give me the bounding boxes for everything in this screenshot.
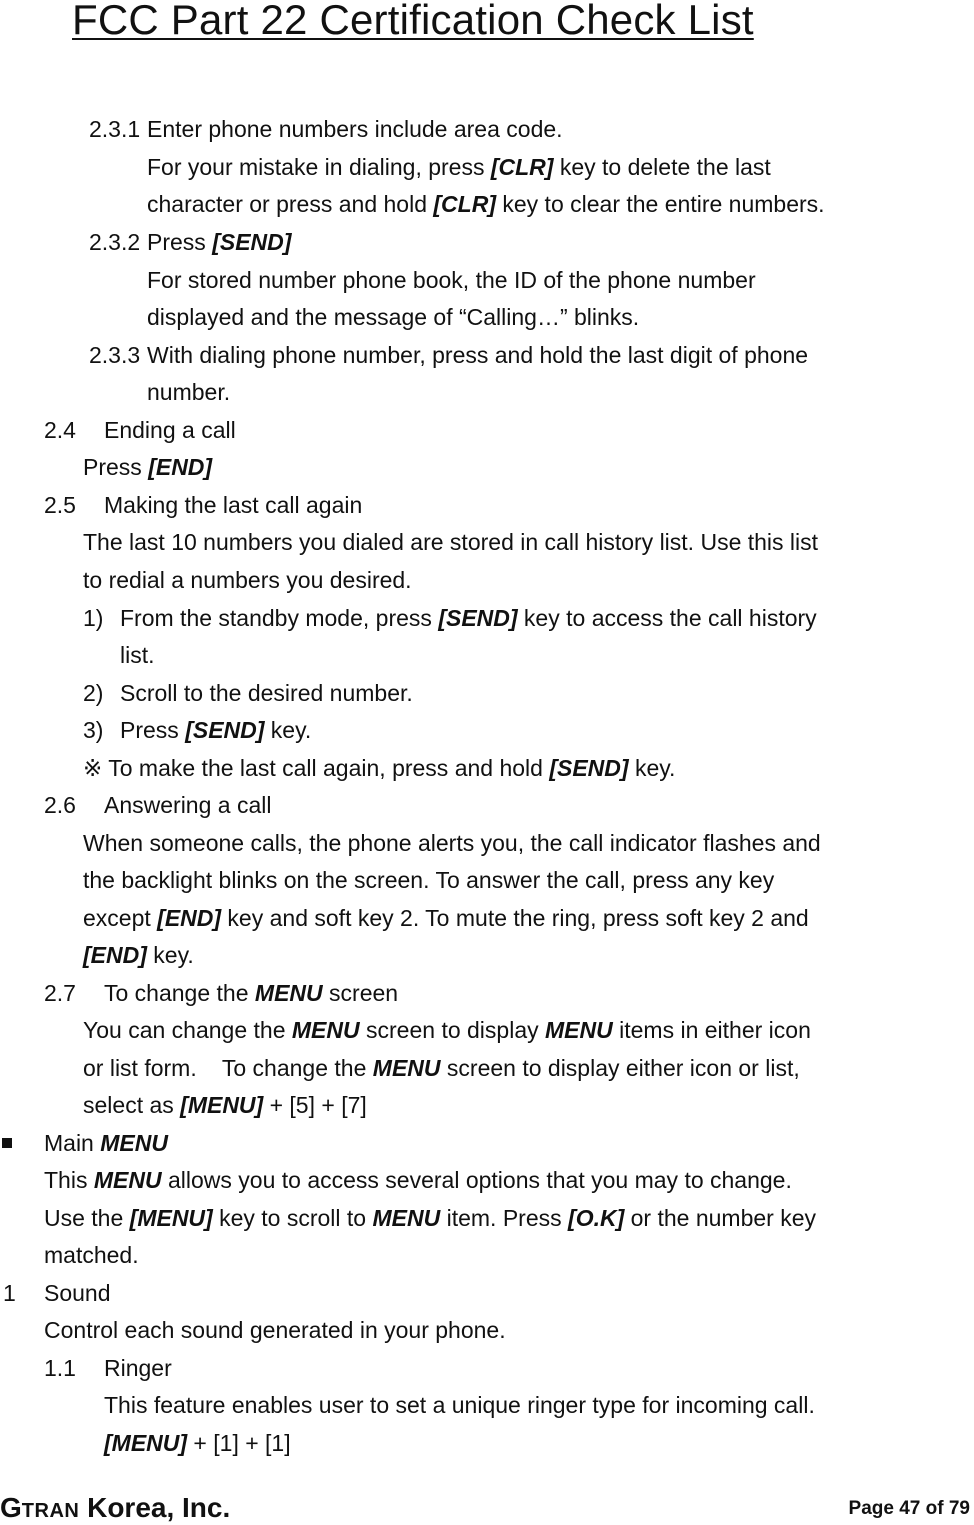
paragraph-line: For stored number phone book, the ID of the phone number bbox=[147, 267, 756, 293]
paragraph-line: The last 10 numbers you dialed are stored in call history list. Use this list bbox=[83, 529, 819, 555]
list-item: 2) Scroll to the desired number. bbox=[83, 680, 413, 706]
key-label: MENU bbox=[372, 1055, 441, 1081]
key-label: [SEND] bbox=[185, 717, 265, 743]
section-2-4 bbox=[44, 415, 236, 445]
paragraph-line: number. bbox=[147, 379, 231, 405]
paragraph-line: Use the [MENU] key to scroll to MENU item. Press [O.K] or the number key bbox=[44, 1205, 817, 1231]
paragraph-line: This MENU allows you to access several options that you may to change. bbox=[44, 1167, 792, 1193]
main-menu-heading: Main MENU bbox=[44, 1130, 168, 1156]
paragraph-line: to redial a numbers you desired. bbox=[83, 567, 412, 593]
item-number: 2.3.2 bbox=[89, 229, 141, 255]
item-2-3-3 bbox=[89, 340, 809, 370]
company-tran: TRAN bbox=[21, 1500, 80, 1522]
section-heading: Answering a call bbox=[104, 792, 272, 818]
section-heading: Ringer bbox=[104, 1355, 172, 1381]
key-label: [SEND] bbox=[549, 755, 629, 781]
key-label: [MENU] bbox=[104, 1430, 188, 1456]
paragraph-line: [END] key. bbox=[83, 942, 194, 968]
item-text: Press [SEND] bbox=[147, 229, 292, 255]
section-2-6 bbox=[44, 790, 272, 820]
item-number: 2.3.1 bbox=[89, 116, 141, 142]
key-label: MENU bbox=[100, 1130, 168, 1156]
note-line: ※ To make the last call again, press and hold [SEND] key. bbox=[83, 755, 676, 781]
section-number: 1 bbox=[3, 1280, 16, 1306]
text-run: key to clear the entire numbers. bbox=[495, 191, 825, 217]
item-number: 2.3.3 bbox=[89, 342, 141, 368]
key-label: MENU bbox=[291, 1017, 360, 1043]
paragraph-line: except [END] key and soft key 2. To mute the ring, press soft key 2 and bbox=[83, 905, 809, 931]
key-label: [SEND] bbox=[438, 605, 518, 631]
key-label: MENU bbox=[372, 1205, 441, 1231]
key-label: [MENU] bbox=[180, 1092, 264, 1118]
paragraph-line bbox=[147, 189, 825, 219]
paragraph-line: matched. bbox=[44, 1242, 139, 1268]
item-text: Enter phone numbers include area code. bbox=[147, 116, 563, 142]
list-number: 3) bbox=[83, 717, 104, 743]
company-g: G bbox=[0, 1492, 22, 1523]
section-heading: Making the last call again bbox=[104, 492, 363, 518]
key-label: MENU bbox=[254, 980, 323, 1006]
list-number: 2) bbox=[83, 680, 104, 706]
text-run: character or press and hold bbox=[147, 191, 434, 217]
paragraph-line bbox=[147, 152, 771, 182]
paragraph-line: or list form. To change the MENU screen to display either icon or list, bbox=[83, 1055, 800, 1081]
section-1 bbox=[3, 1278, 111, 1308]
section-number: 2.4 bbox=[44, 417, 76, 443]
key-label: [O.K] bbox=[568, 1205, 625, 1231]
section-number: 2.5 bbox=[44, 492, 76, 518]
paragraph-line: select as [MENU] + [5] + [7] bbox=[83, 1092, 367, 1118]
section-heading: To change the MENU screen bbox=[104, 980, 399, 1006]
item-2-3-1 bbox=[89, 114, 563, 144]
section-2-5 bbox=[44, 490, 363, 520]
list-number: 1) bbox=[83, 605, 104, 631]
paragraph-line: Control each sound generated in your phone. bbox=[44, 1317, 506, 1343]
section-number: 2.7 bbox=[44, 980, 76, 1006]
key-label: [MENU] bbox=[129, 1205, 213, 1231]
key-label: MENU bbox=[93, 1167, 162, 1193]
paragraph-line: When someone calls, the phone alerts you, the call indicator flashes and bbox=[83, 830, 821, 856]
text-run: For your mistake in dialing, press bbox=[147, 154, 491, 180]
section-number: 1.1 bbox=[44, 1355, 76, 1381]
item-text: With dialing phone number, press and hold the last digit of phone bbox=[147, 342, 809, 368]
page-number: Page 47 of 79 bbox=[848, 1498, 970, 1519]
square-bullet-icon bbox=[2, 1138, 12, 1148]
key-label: [END] bbox=[83, 942, 147, 968]
text-run: key to delete the last bbox=[553, 154, 771, 180]
paragraph-line: You can change the MENU screen to display MENU items in either icon bbox=[83, 1017, 811, 1043]
paragraph-line: the backlight blinks on the screen. To answer the call, press any key bbox=[83, 867, 775, 893]
key-label: [SEND] bbox=[212, 229, 292, 255]
paragraph-line: Press [END] bbox=[83, 454, 213, 480]
section-number: 2.6 bbox=[44, 792, 76, 818]
item-2-3-2 bbox=[89, 227, 292, 257]
section-1-1 bbox=[44, 1353, 172, 1383]
key-label: [END] bbox=[148, 454, 213, 480]
paragraph-line: list. bbox=[120, 642, 155, 668]
list-item: 3) Press [SEND] key. bbox=[83, 717, 312, 743]
page-title: FCC Part 22 Certification Check List bbox=[72, 0, 754, 43]
footer-company bbox=[0, 1492, 230, 1524]
paragraph-line: [MENU] + [1] + [1] bbox=[104, 1430, 291, 1456]
list-item: 1) From the standby mode, press [SEND] key to access the call history bbox=[83, 605, 817, 631]
section-2-7 bbox=[44, 978, 399, 1008]
paragraph-line: This feature enables user to set a unique ringer type for incoming call. bbox=[104, 1392, 815, 1418]
section-heading: Sound bbox=[44, 1280, 111, 1306]
company-rest: Korea, Inc. bbox=[79, 1492, 231, 1523]
section-heading: Ending a call bbox=[104, 417, 236, 443]
key-label: [END] bbox=[157, 905, 222, 931]
key-label: MENU bbox=[545, 1017, 613, 1043]
key-label: [CLR] bbox=[490, 154, 554, 180]
key-label: [CLR] bbox=[433, 191, 496, 217]
paragraph-line: displayed and the message of “Calling…” blinks. bbox=[147, 304, 640, 330]
